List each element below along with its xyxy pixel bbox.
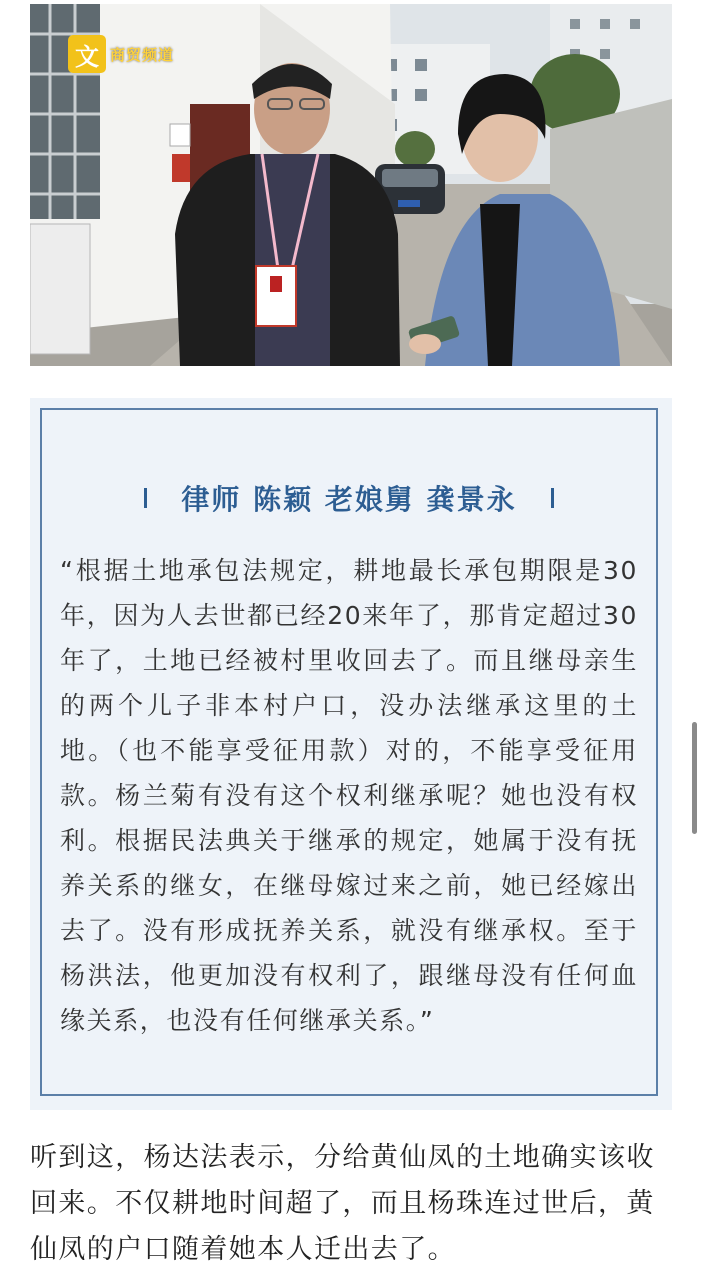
article-paragraph: 听到这，杨达法表示，分给黄仙凤的土地确实该收回来。不仅耕地时间超了，而且杨珠连过世后，黄仙凤的户口随着她本人迁出去了。 — [30, 1142, 655, 1265]
channel-logo-icon: 文 — [68, 35, 106, 73]
quote-speakers: 律师 陈颖 老娘舅 龚景永 — [181, 483, 517, 516]
quote-header — [42, 478, 656, 518]
header-right-bar — [551, 488, 554, 508]
channel-logo — [68, 34, 174, 74]
news-photo — [30, 4, 672, 366]
scrollbar-thumb[interactable] — [692, 722, 697, 834]
header-left-bar — [144, 488, 147, 508]
quote-panel — [30, 398, 672, 1110]
channel-logo-text: 商贸频道 — [110, 45, 175, 64]
quote-frame — [40, 408, 658, 1096]
quote-body: “根据土地承包法规定，耕地最长承包期限是30年，因为人去世都已经20来年了，那肯定超过30年了，土地已经被村里收回去了。而且继母亲生的两个儿子非本村户口，没办法继承这里的土地。（也不能享受征用款）对的，不能享受征用款。杨兰菊有没有这个权利继承呢？她也没有权利。根据民法典关于继承的规定，她属于没有抚养关系的继女，在继母嫁过来之前，她已经嫁出去了。没有形成抚养关系，就没有继承权。至于杨洪法，他更加没有权利了，跟继母没有任何血缘关系，也没有任何继承关系。” — [60, 556, 638, 1035]
